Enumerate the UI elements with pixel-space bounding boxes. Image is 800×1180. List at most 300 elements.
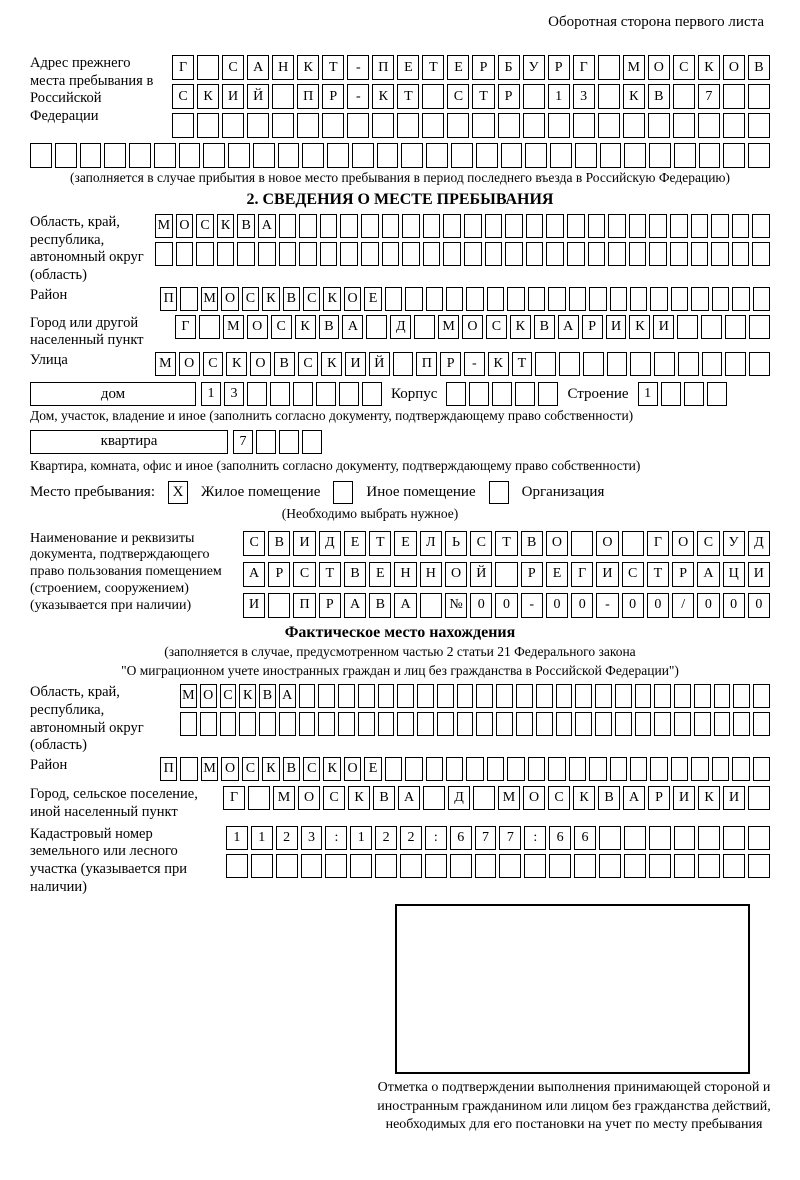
char-cell: С [447,84,469,109]
char-cell [172,113,194,138]
char-cell [340,242,358,266]
stroenie-label: Строение [567,385,629,402]
confirmation-mark-caption: Отметка о подтверждении выполнения принимающей стороной и иностранным гражданином или лицом без гражданства действий, необходимых для его постановки на учет по месту пребывания [377,1080,771,1133]
char-cell [347,113,369,138]
actual-region-row-2 [180,712,770,736]
char-cell [733,684,750,708]
stay-type-label: Место пребывания: [30,483,155,500]
char-cell [270,382,290,406]
char-cell: № [445,593,467,618]
char-cell: П [372,55,394,80]
actual-region-row-1 [180,684,770,708]
char-cell [599,826,621,850]
char-cell: 1 [548,84,570,109]
char-cell [200,712,217,736]
char-cell: 2 [375,826,397,850]
char-cell: Г [172,55,194,80]
char-cell [358,712,375,736]
char-cell: 6 [450,826,472,850]
char-cell [472,113,494,138]
char-cell [507,287,524,311]
char-cell: В [237,214,255,238]
char-cell [694,712,711,736]
char-cell [80,143,102,168]
char-cell [674,143,696,168]
char-cell [276,854,298,878]
char-cell [226,854,248,878]
char-cell: 0 [748,593,770,618]
char-cell [405,757,422,781]
char-cell: П [160,287,177,311]
char-cell: И [606,315,627,339]
char-cell: К [262,757,279,781]
char-cell [571,531,593,556]
char-cell: С [622,562,644,587]
char-cell: С [271,315,292,339]
char-cell: - [521,593,543,618]
char-cell: Г [175,315,196,339]
char-cell [437,712,454,736]
char-cell: П [160,757,177,781]
district-field [30,287,770,311]
char-cell [525,143,547,168]
char-cell [549,854,571,878]
char-cell [366,315,387,339]
char-cell [299,712,316,736]
char-cell [180,757,197,781]
char-cell [629,214,647,238]
char-cell [358,684,375,708]
char-cell: Р [268,562,290,587]
char-cell [382,214,400,238]
char-cell: - [596,593,618,618]
char-cell [748,84,770,109]
char-cell [528,287,545,311]
cadastre-label: Кадастровый номер земельного или лесного участка (указывается при наличии) [30,825,187,895]
char-cell [673,84,695,109]
char-cell [450,854,472,878]
char-cell [548,757,565,781]
char-cell [588,214,606,238]
char-cell [649,826,671,850]
prev-address-label: Адрес прежнего места пребывания в Российской Федерации [30,55,154,125]
char-cell: И [243,593,265,618]
char-cell [546,214,564,238]
char-cell [180,287,197,311]
char-cell [372,113,394,138]
char-cell: Т [647,562,669,587]
char-cell [723,826,745,850]
char-cell: А [558,315,579,339]
char-cell [595,712,612,736]
char-cell: С [293,562,315,587]
char-cell: М [223,315,244,339]
char-cell [318,684,335,708]
section2-title: 2. СВЕДЕНИЯ О МЕСТЕ ПРЕБЫВАНИЯ [246,190,554,208]
char-cell: 7 [499,826,521,850]
char-cell [723,854,745,878]
char-cell [748,854,770,878]
char-cell [378,684,395,708]
char-cell [464,242,482,266]
char-cell: С [673,55,695,80]
apartment-row [233,430,322,454]
char-cell [422,113,444,138]
stay-type-checkbox-residential: X [168,481,188,504]
char-cell: А [342,315,363,339]
char-cell [402,242,420,266]
char-cell [401,143,423,168]
char-cell [279,430,299,454]
actual-district-field [30,757,770,781]
char-cell: К [629,315,650,339]
char-cell [622,531,644,556]
char-cell [575,712,592,736]
char-cell [318,712,335,736]
char-cell: 3 [224,382,244,406]
char-cell [496,712,513,736]
char-cell [451,143,473,168]
char-cell: М [438,315,459,339]
char-cell: В [344,562,366,587]
char-cell [732,757,749,781]
right-doc-label: Наименование и реквизиты документа, подтверждающего право пользования помещением (строением, сооружением) (указывается при наличии) [30,530,222,613]
char-cell: Т [319,562,341,587]
char-cell [694,684,711,708]
char-cell [196,242,214,266]
char-cell [197,113,219,138]
char-cell [423,214,441,238]
actual-region-rows [180,684,770,736]
char-cell [507,757,524,781]
char-cell: О [596,531,618,556]
region-label: Область, край, республика, автономный округ (область) [30,213,144,283]
char-cell [516,684,533,708]
char-cell [340,214,358,238]
char-cell: Т [322,55,344,80]
char-cell: О [546,531,568,556]
char-cell: Г [571,562,593,587]
char-cell: Р [648,786,670,810]
char-cell [583,352,604,376]
char-cell: 6 [574,826,596,850]
char-cell [711,242,729,266]
char-cell [437,684,454,708]
char-cell [278,143,300,168]
char-cell: А [247,55,269,80]
char-cell: Е [397,55,419,80]
char-cell [197,55,219,80]
char-cell: П [297,84,319,109]
char-cell [536,684,553,708]
char-cell [104,143,126,168]
char-cell [492,382,512,406]
char-cell: С [303,287,320,311]
char-cell: 3 [301,826,323,850]
house-box-label: дом [30,382,196,406]
char-cell [505,214,523,238]
char-cell [748,143,770,168]
actual-location-caption-1: (заполняется в случае, предусмотренном частью 2 статьи 21 Федерального закона [164,643,636,659]
char-cell [302,430,322,454]
char-cell [648,113,670,138]
char-cell [464,214,482,238]
city-label: Город или другой населенный пункт [30,314,144,349]
char-cell [485,214,503,238]
char-cell: К [321,352,342,376]
house-line [30,382,770,406]
char-cell: О [445,562,467,587]
char-cell [322,113,344,138]
char-cell: Н [272,55,294,80]
char-cell [650,287,667,311]
char-cell [649,242,667,266]
char-cell [279,214,297,238]
char-cell [447,113,469,138]
char-cell: О [200,684,217,708]
house-caption: Дом, участок, владение и иное (заполнить согласно документу, подтверждающему право собственности) [30,408,634,423]
char-cell [670,242,688,266]
region-field [30,214,770,285]
char-cell: Й [470,562,492,587]
char-cell: 0 [622,593,644,618]
char-cell [673,113,695,138]
char-cell [670,214,688,238]
char-cell [253,143,275,168]
char-cell [649,854,671,878]
street-row [155,352,770,376]
char-cell [222,113,244,138]
char-cell [350,854,372,878]
char-cell [711,214,729,238]
char-cell: 1 [251,826,273,850]
char-cell [589,287,606,311]
char-cell [753,287,770,311]
char-cell [251,854,273,878]
char-cell [674,826,696,850]
char-cell: - [347,55,369,80]
char-cell: 1 [350,826,372,850]
region-row-1 [155,214,770,238]
char-cell [707,382,727,406]
char-cell [691,287,708,311]
char-cell [725,315,746,339]
char-cell: К [262,287,279,311]
char-cell: Г [573,55,595,80]
char-cell: 0 [723,593,745,618]
char-cell [649,143,671,168]
right-doc-field [30,531,770,618]
char-cell: П [293,593,315,618]
char-cell [624,826,646,850]
char-cell: Т [472,84,494,109]
char-cell [723,84,745,109]
char-cell [701,315,722,339]
actual-region-label: Область, край, республика, автономный округ (область) [30,684,144,754]
char-cell: В [283,287,300,311]
char-cell [598,84,620,109]
char-cell [733,712,750,736]
char-cell [630,287,647,311]
char-cell [476,684,493,708]
char-cell [674,712,691,736]
char-cell [279,712,296,736]
prev-address-caption: (заполняется в случае прибытия в новое место пребывания в период последнего въезда в Российскую Федерацию) [69,170,731,185]
char-cell: Е [447,55,469,80]
char-cell: С [242,757,259,781]
char-cell: О [221,757,238,781]
char-cell: Е [369,562,391,587]
char-cell: А [279,684,296,708]
char-cell: С [242,287,259,311]
char-cell: Й [247,84,269,109]
char-cell: И [673,786,695,810]
char-cell [599,854,621,878]
char-cell: Б [498,55,520,80]
cadastre-field [30,826,770,897]
char-cell: С [222,55,244,80]
char-cell [299,684,316,708]
char-cell [385,287,402,311]
char-cell: М [623,55,645,80]
char-cell [417,712,434,736]
char-cell [732,242,750,266]
char-cell [382,242,400,266]
cadastre-rows [226,826,770,878]
char-cell: С [303,757,320,781]
char-cell [495,562,517,587]
char-cell [393,352,414,376]
char-cell [635,684,652,708]
char-cell [258,242,276,266]
char-cell: А [243,562,265,587]
char-cell [377,143,399,168]
char-cell [299,214,317,238]
char-cell [661,382,681,406]
actual-city-label: Город, сельское поселение, иной населенный пункт [30,786,198,820]
char-cell: К [217,214,235,238]
char-cell: Р [548,55,570,80]
char-cell [299,242,317,266]
char-cell [361,242,379,266]
char-cell: В [748,55,770,80]
char-cell: К [295,315,316,339]
char-cell [426,287,443,311]
char-cell: С [548,786,570,810]
char-cell: 0 [495,593,517,618]
char-cell: 1 [201,382,221,406]
char-cell [256,430,276,454]
region-rows [155,214,770,266]
char-cell [180,712,197,736]
char-cell [485,242,503,266]
char-cell: В [648,84,670,109]
char-cell [523,113,545,138]
char-cell: Р [322,84,344,109]
char-cell [361,214,379,238]
char-cell: И [596,562,618,587]
char-cell [279,242,297,266]
char-cell [714,712,731,736]
char-cell [378,712,395,736]
char-cell: Т [369,531,391,556]
char-cell [400,854,422,878]
char-cell: Р [472,55,494,80]
char-cell: С [196,214,214,238]
char-cell: Т [422,55,444,80]
char-cell: А [398,786,420,810]
char-cell [548,287,565,311]
char-cell: К [510,315,531,339]
char-cell [498,113,520,138]
char-cell [237,242,255,266]
char-cell [397,113,419,138]
char-cell: М [498,786,520,810]
char-cell [598,55,620,80]
char-cell: В [268,531,290,556]
char-cell [476,143,498,168]
right-doc-row-1 [243,531,770,556]
char-cell: О [523,786,545,810]
char-cell [443,242,461,266]
char-cell [684,382,704,406]
prev-address-row-4 [30,143,770,168]
char-cell: 7 [698,84,720,109]
char-cell [179,143,201,168]
char-cell [385,757,402,781]
char-cell [635,712,652,736]
char-cell [466,287,483,311]
char-cell: 0 [470,593,492,618]
char-cell [714,684,731,708]
char-cell [607,352,628,376]
char-cell: М [201,287,218,311]
stay-type-checkbox-other [333,481,353,504]
char-cell [528,757,545,781]
char-cell [615,684,632,708]
char-cell [154,143,176,168]
char-cell [466,757,483,781]
char-cell [615,712,632,736]
char-cell [443,214,461,238]
char-cell: К [348,786,370,810]
char-cell [559,352,580,376]
char-cell: А [623,786,645,810]
char-cell [691,242,709,266]
district-label: Район [30,286,68,303]
char-cell [569,287,586,311]
char-cell [556,684,573,708]
char-cell [567,214,585,238]
char-cell: С [323,786,345,810]
char-cell [698,854,720,878]
char-cell [423,786,445,810]
char-cell [338,684,355,708]
char-cell [375,854,397,878]
apartment-box-label: квартира [30,430,228,454]
char-cell: 0 [571,593,593,618]
char-cell: Р [582,315,603,339]
char-cell [420,593,442,618]
char-cell [397,712,414,736]
char-cell [526,214,544,238]
char-cell [272,84,294,109]
char-cell [248,786,270,810]
char-cell [397,684,414,708]
char-cell [649,214,667,238]
char-cell: М [273,786,295,810]
char-cell: Ь [445,531,467,556]
